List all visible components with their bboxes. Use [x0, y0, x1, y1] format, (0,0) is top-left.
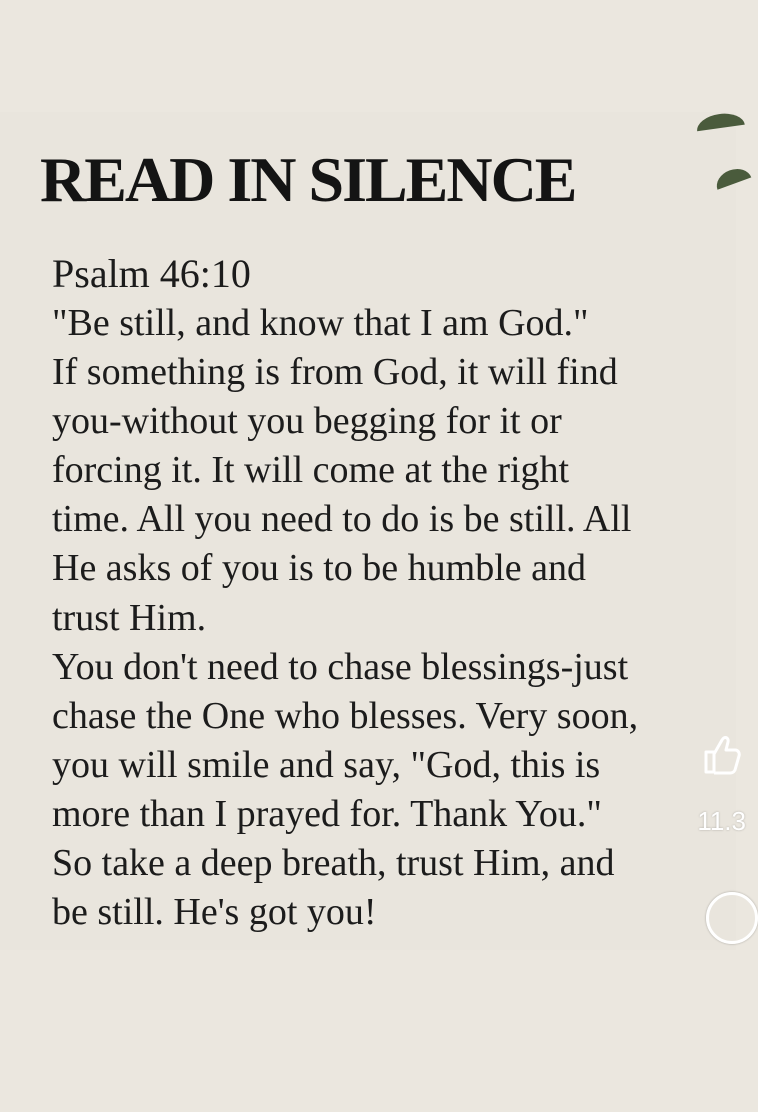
bottom-margin [0, 950, 736, 1112]
body-line: more than I prayed for. Thank You." [52, 792, 602, 835]
like-count: 11.3 [697, 806, 746, 836]
body-line: "Be still, and know that I am God." [52, 302, 589, 344]
leaf-decoration [695, 111, 744, 132]
verse-reference: Psalm 46:10 [52, 251, 251, 296]
top-margin [0, 0, 736, 112]
body-line: He asks of you is to be humble and [52, 547, 587, 590]
body-line: forcing it. It will come at the right [52, 449, 570, 492]
body-line: You don't need to chase blessings-just [52, 645, 629, 688]
body-line: If something is from God, it will find [52, 351, 618, 394]
post-image-card [0, 112, 746, 950]
body-line: time. All you need to do is be still. All [52, 498, 632, 541]
thumbs-up-icon[interactable] [700, 730, 740, 776]
body-line: you will smile and say, "God, this is [52, 743, 601, 786]
post-title: READ IN SILENCE [40, 144, 576, 215]
leaf-decoration [713, 164, 752, 189]
body-line: you-without you begging for it or [52, 400, 562, 443]
comment-bubble-icon[interactable] [706, 892, 758, 944]
body-line: chase the One who blesses. Very soon, [52, 694, 639, 737]
post-body [52, 299, 712, 937]
body-line: be still. He's got you! [52, 891, 377, 934]
body-line: So take a deep breath, trust Him, and [52, 842, 615, 885]
body-line: trust Him. [52, 596, 207, 639]
